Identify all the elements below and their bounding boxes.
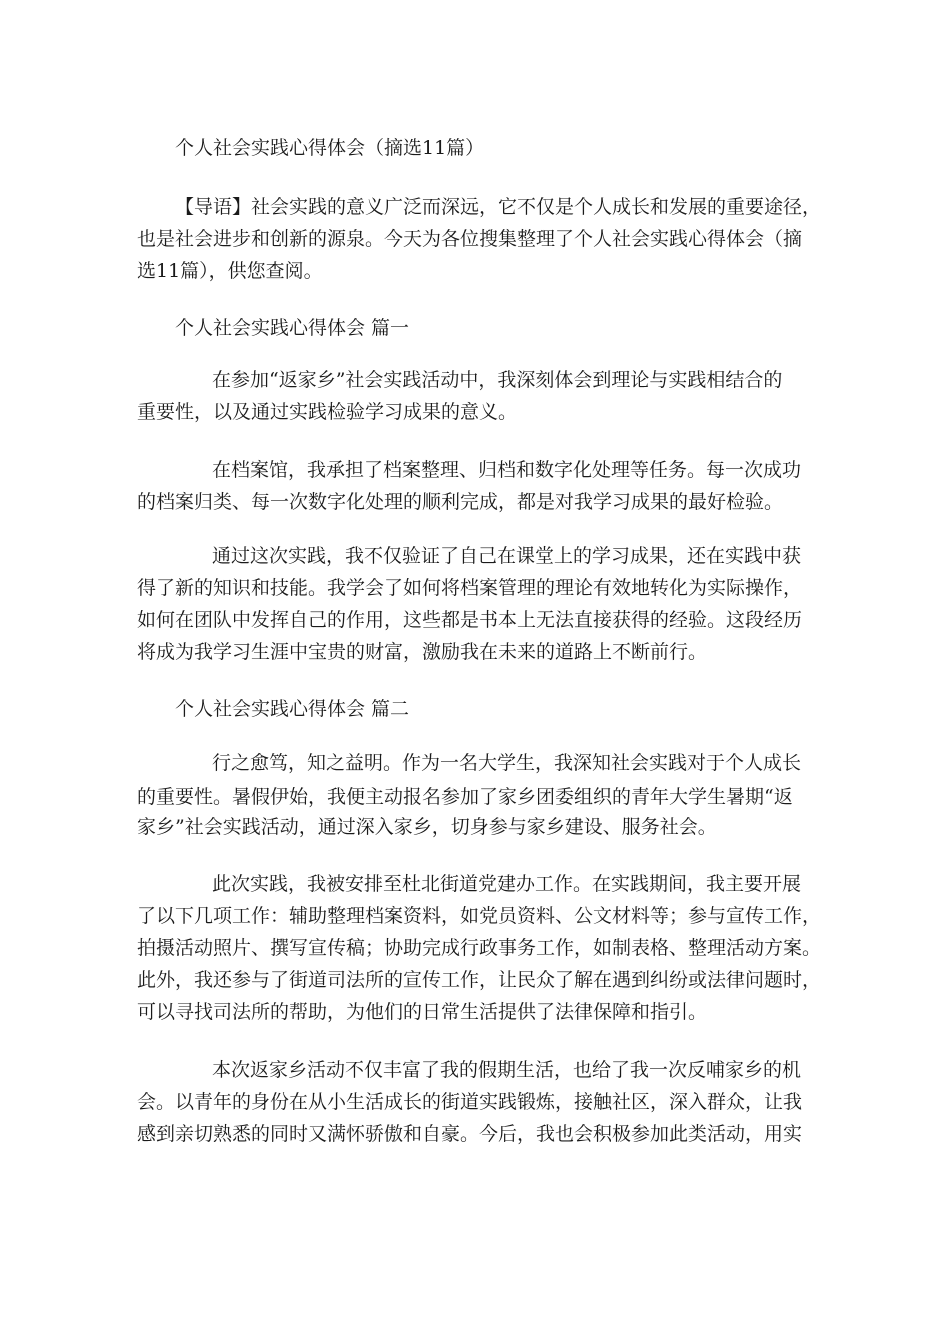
paragraph-line: 可以寻找司法所的帮助，为他们的日常生活提供了法律保障和指引。 [137,1001,708,1023]
paragraph-line: 拍摄活动照片、撰写宣传稿；协助完成行政事务工作，如制表格、整理活动方案。 [137,937,822,959]
paragraph-line: 此外，我还参与了街道司法所的宣传工作，让民众了解在遇到纠纷或法律问题时， [137,969,822,991]
paragraph-line: 的重要性。暑假伊始，我便主动报名参加了家乡团委组织的青年大学生暑期“返 [137,786,793,808]
intro-line: 选11篇），供您查阅。 [137,260,323,282]
intro-line: 也是社会进步和创新的源泉。今天为各位搜集整理了个人社会实践心得体会（摘 [137,228,803,250]
paragraph-line: 行之愈笃，知之益明。作为一名大学生，我深知社会实践对于个人成长 [212,752,802,774]
paragraph-line: 此次实践，我被安排至杜北街道党建办工作。在实践期间，我主要开展 [212,873,802,895]
intro-line: 【导语】社会实践的意义广泛而深远，它不仅是个人成长和发展的重要途径， [175,196,822,218]
paragraph-line: 如何在团队中发挥自己的作用，这些都是书本上无法直接获得的经验。这段经历 [137,609,803,631]
paragraph-line: 得了新的知识和技能。我学会了如何将档案管理的理论有效地转化为实际操作， [137,577,803,599]
paragraph-line: 在档案馆，我承担了档案整理、归档和数字化处理等任务。每一次成功 [212,459,802,481]
paragraph-line: 的档案归类、每一次数字化处理的顺利完成，都是对我学习成果的最好检验。 [137,491,784,513]
paragraph-line: 重要性，以及通过实践检验学习成果的意义。 [137,401,518,423]
document-title: 个人社会实践心得体会（摘选11篇） [175,137,485,159]
paragraph-line: 在参加“返家乡”社会实践活动中，我深刻体会到理论与实践相结合的 [212,369,783,391]
paragraph-line: 了以下几项工作：辅助整理档案资料，如党员资料、公文材料等；参与宣传工作， [137,905,822,927]
paragraph-line: 家乡”社会实践活动，通过深入家乡，切身参与家乡建设、服务社会。 [137,816,717,838]
paragraph-line: 通过这次实践，我不仅验证了自己在课堂上的学习成果，还在实践中获 [212,545,802,567]
section-heading: 个人社会实践心得体会 篇一 [175,317,410,339]
paragraph-line: 本次返家乡活动不仅丰富了我的假期生活，也给了我一次反哺家乡的机 [212,1059,802,1081]
section-heading: 个人社会实践心得体会 篇二 [175,698,410,720]
paragraph-line: 感到亲切熟悉的同时又满怀骄傲和自豪。今后，我也会积极参加此类活动，用实 [137,1123,803,1145]
paragraph-line: 将成为我学习生涯中宝贵的财富，激励我在未来的道路上不断前行。 [137,641,708,663]
paragraph-line: 会。以青年的身份在从小生活成长的街道实践锻炼，接触社区，深入群众，让我 [137,1091,803,1113]
